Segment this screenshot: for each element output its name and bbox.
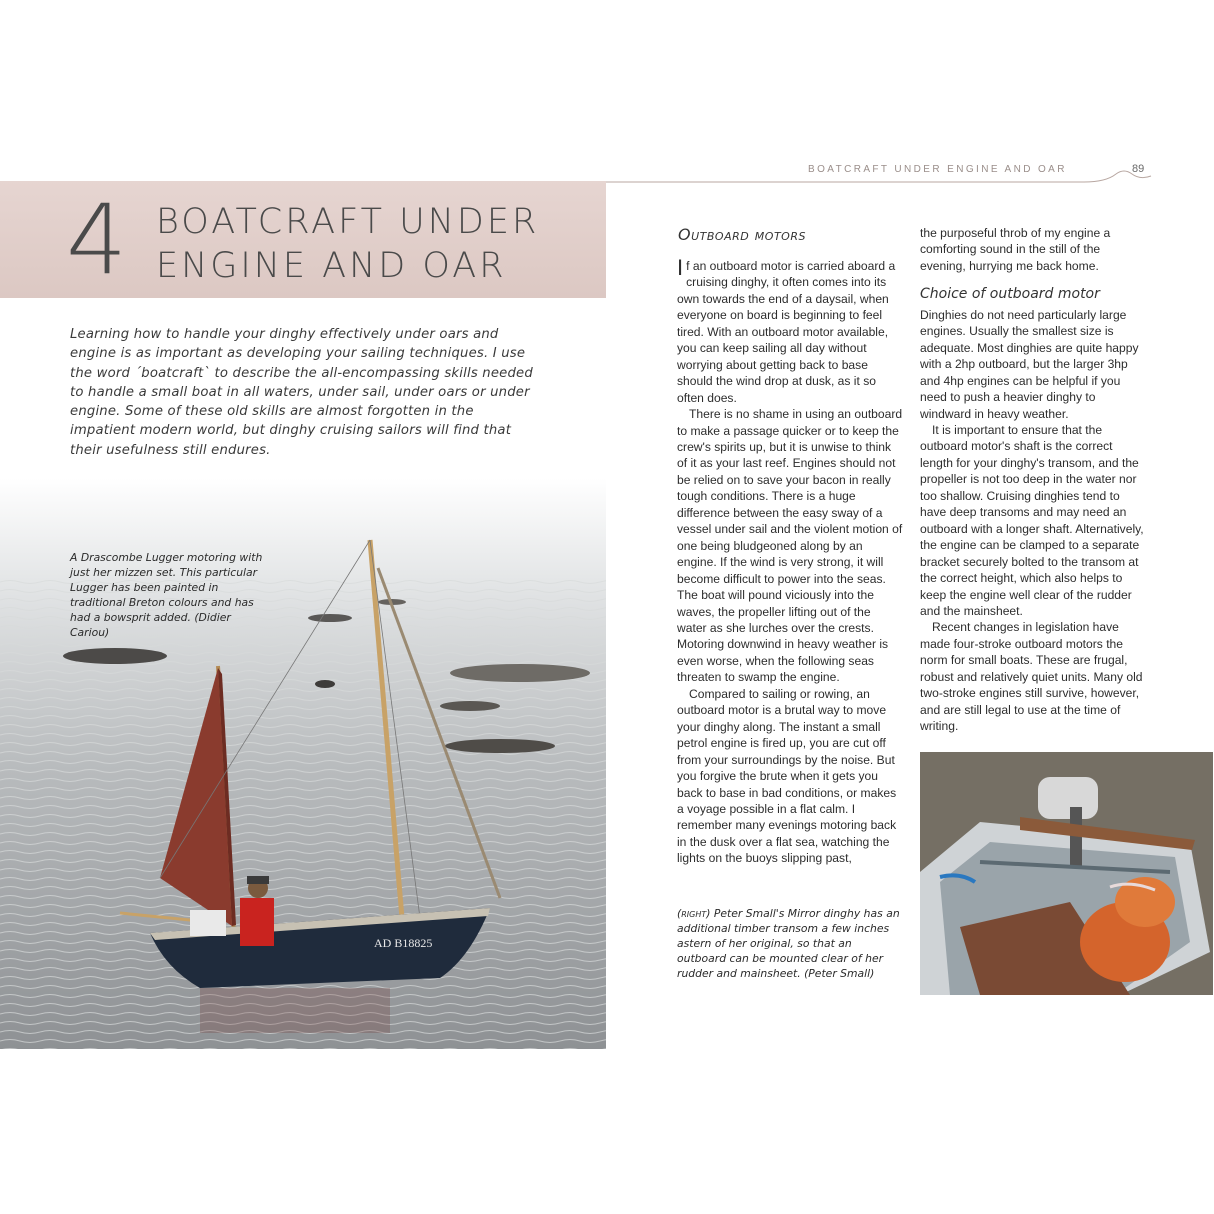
chapter-title: BOATCRAFT UNDER ENGINE AND OAR: [156, 202, 540, 286]
chapter-intro: Learning how to handle your dinghy effectively under oars and engine is as important as developing your sailing techniques. I use the word ´boatcraft` to describe the all-encompassing skills needed to handle a small boat in all waters, under sail, under oars or under engine. Some of these old skills are almost forgotten in the impatient modern world, but dinghy cruising sailors will find that their usefulness still endures.: [70, 327, 533, 458]
article-paragraph: There is no shame in using an outboard to make a passage quicker or to keep the crew's spirits up, but it is unwise to think of it as your last reef. Engines should not be relied on to save your bacon in really tough conditions. There is a huge difference between the easy sway of a vessel under sail and the violent motion of one being bludgeoned along by an engine. If the wind is very strong, it will become difficult to power into the seas. The boat will pound viciously into the waves, the propeller lifting out of the water as she lurches over the crests. Motoring downwind in heavy weather is even worse, when the following seas threaten to swamp the engine.: [677, 407, 903, 685]
section-heading: Outboard motors: [678, 225, 806, 244]
article-paragraph: Recent changes in legislation have made four-stroke outboard motors the norm for small boats. These are frugal, robust and relatively quiet units. Many old two-stroke engines still survive, however, and are still legal to use at the time of writing.: [920, 620, 1143, 734]
article-paragraph: the purposeful throb of my engine a comforting sound in the still of the evening, hurrying me back home.: [920, 226, 1111, 273]
mirror-dinghy-photo: [920, 752, 1213, 995]
drop-cap: I: [677, 255, 684, 280]
subheading: Choice of outboard motor: [920, 286, 1100, 303]
caption-position-label: (right): [677, 907, 711, 920]
article-paragraph: If an outboard motor is carried aboard a cruising dinghy, it often comes into its own towards the end of a daysail, when everyone on board is beginning to feel tired. With an outboard motor available, you can keep sailing all day without worrying about getting back to base should the wind drop at dusk, as it so often does.: [677, 255, 896, 405]
article-paragraph: Dinghies do not need particularly large engines. Usually the smallest size is adequate. Most dinghies are quite happy with a 2hp outboard, but the larger 3hp and 4hp engines can be helpful if you need to push a heavier dinghy to windward in heavy weather.: [920, 307, 1139, 421]
article-column-2: [920, 225, 1146, 735]
chapter-number: 4: [66, 184, 128, 296]
caption-text: Peter Small's Mirror dinghy has an additional timber transom a few inches astern of her original, so that an outboard can be mounted clear of her rudder and mainsheet. (Peter Small): [677, 907, 900, 980]
mirror-dinghy-caption: [677, 906, 902, 981]
running-head: BOATCRAFT UNDER ENGINE AND OAR: [808, 164, 1067, 175]
article-paragraph: Compared to sailing or rowing, an outboard motor is a brutal way to move your dinghy along. The instant a small petrol engine is fired up, you are cut off from your surroundings by the noise. But you forgive the brute when it gets you back to base in bad conditions, or makes a voyage possible in a flat calm. I remember many evenings motoring back in the dusk over a flat sea, watching the lights on the buoys slipping past,: [677, 686, 897, 866]
article-column-1: [677, 255, 903, 867]
lugger-photo-caption: A Drascombe Lugger motoring with just her mizzen set. This particular Lugger has been painted in traditional Breton colours and has had a bowsprit added. (Didier Cariou): [70, 551, 263, 639]
hull-registration: AD B18825: [374, 936, 433, 950]
page-number: 89: [1132, 163, 1145, 175]
article-paragraph: It is important to ensure that the outboard motor's shaft is the correct length for your dinghy's transom, and the propeller is not too deep in the water nor too shallow. Cruising dinghies tend to have deep transoms and may need an outboard with a longer shaft. Alternatively, the engine can be clamped to a separate bracket securely bolted to the transom at the correct height, which also helps to keep the engine well clear of the rudder and the mainsheet.: [920, 422, 1144, 618]
